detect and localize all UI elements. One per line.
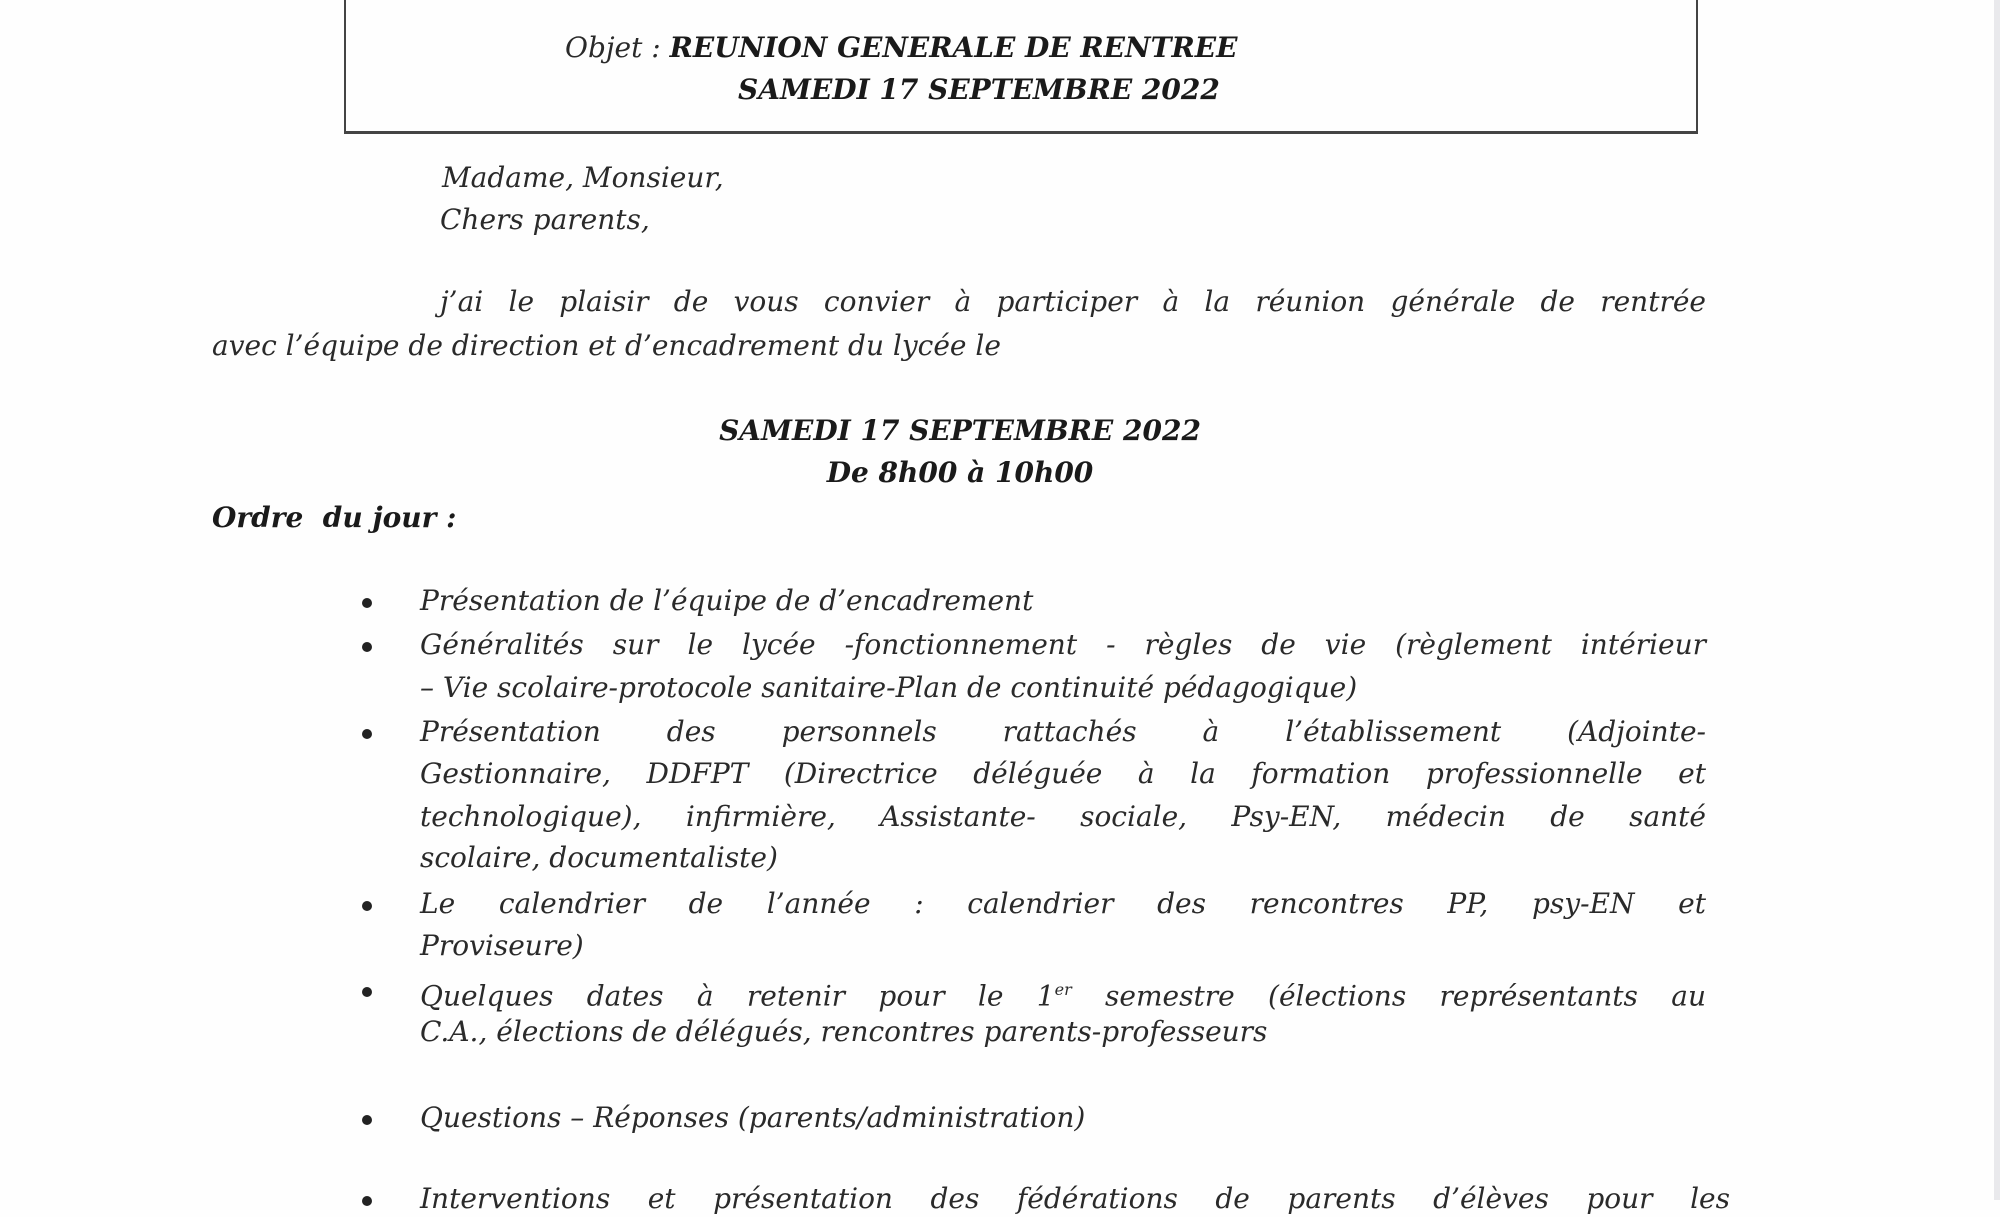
subject-title: REUNION GENERALE DE RENTREE [669,31,1238,64]
agenda-item-5-text: Quelques dates à retenir pour le 1 [420,979,1055,1013]
subject-box [344,0,1698,134]
bullet-icon [362,642,372,652]
agenda-item-4-line-2: Proviseure) [420,929,584,962]
agenda-item-7-line-1: Interventions et présentation des fédérations de parents d’élèves pour les [420,1182,1730,1215]
agenda-item-4-line-1: Le calendrier de l’année : calendrier des rencontres PP, psy-EN et [420,887,1706,920]
agenda-item-2-line-1: Généralités sur le lycée -fonctionnement - règles de vie (règlement intérieur [420,628,1706,661]
bullet-icon [362,987,372,997]
scan-edge [1994,0,2000,1200]
bullet-icon [362,1115,372,1125]
agenda-heading: Ordre du jour : [212,501,457,534]
agenda-item-5-line-1 [420,972,1706,1014]
intro-line-1: j’ai le plaisir de vous convier à participer à la réunion générale de rentrée [440,285,1706,318]
meeting-date: SAMEDI 17 SEPTEMBRE 2022 [719,414,1201,447]
salutation-2: Chers parents, [440,203,650,236]
bullet-icon [362,901,372,911]
agenda-item-6: Questions – Réponses (parents/administration) [420,1101,1086,1134]
agenda-item-3-line-2: Gestionnaire, DDFPT (Directrice déléguée à la formation professionnelle et [420,757,1706,790]
ordinal-sup: er [1054,980,1072,999]
bullet-icon [362,1196,372,1206]
subject-line [565,30,1237,66]
agenda-item-3-line-1: Présentation des personnels rattachés à l’établissement (Adjointe- [420,715,1706,748]
agenda-item-5-line-2: C.A., élections de délégués, rencontres parents-professeurs [420,1015,1268,1048]
agenda-item-3-line-4: scolaire, documentaliste) [420,841,778,874]
agenda-item-1: Présentation de l’équipe de d’encadrement [420,584,1034,617]
salutation-1: Madame, Monsieur, [442,161,724,194]
bullet-icon [362,598,372,608]
subject-label: Objet : [565,31,661,64]
meeting-time: De 8h00 à 10h00 [826,456,1094,489]
subject-date: SAMEDI 17 SEPTEMBRE 2022 [738,73,1220,106]
agenda-item-2-line-2: – Vie scolaire-protocole sanitaire-Plan de continuité pédagogique) [420,671,1358,704]
bullet-icon [362,729,372,739]
intro-line-2: avec l’équipe de direction et d’encadrement du lycée le [212,329,1001,362]
agenda-item-5-text-post: semestre (élections représentants au [1071,979,1706,1013]
agenda-item-3-line-3: technologique), infirmière, Assistante- sociale, Psy-EN, médecin de santé [420,800,1706,833]
